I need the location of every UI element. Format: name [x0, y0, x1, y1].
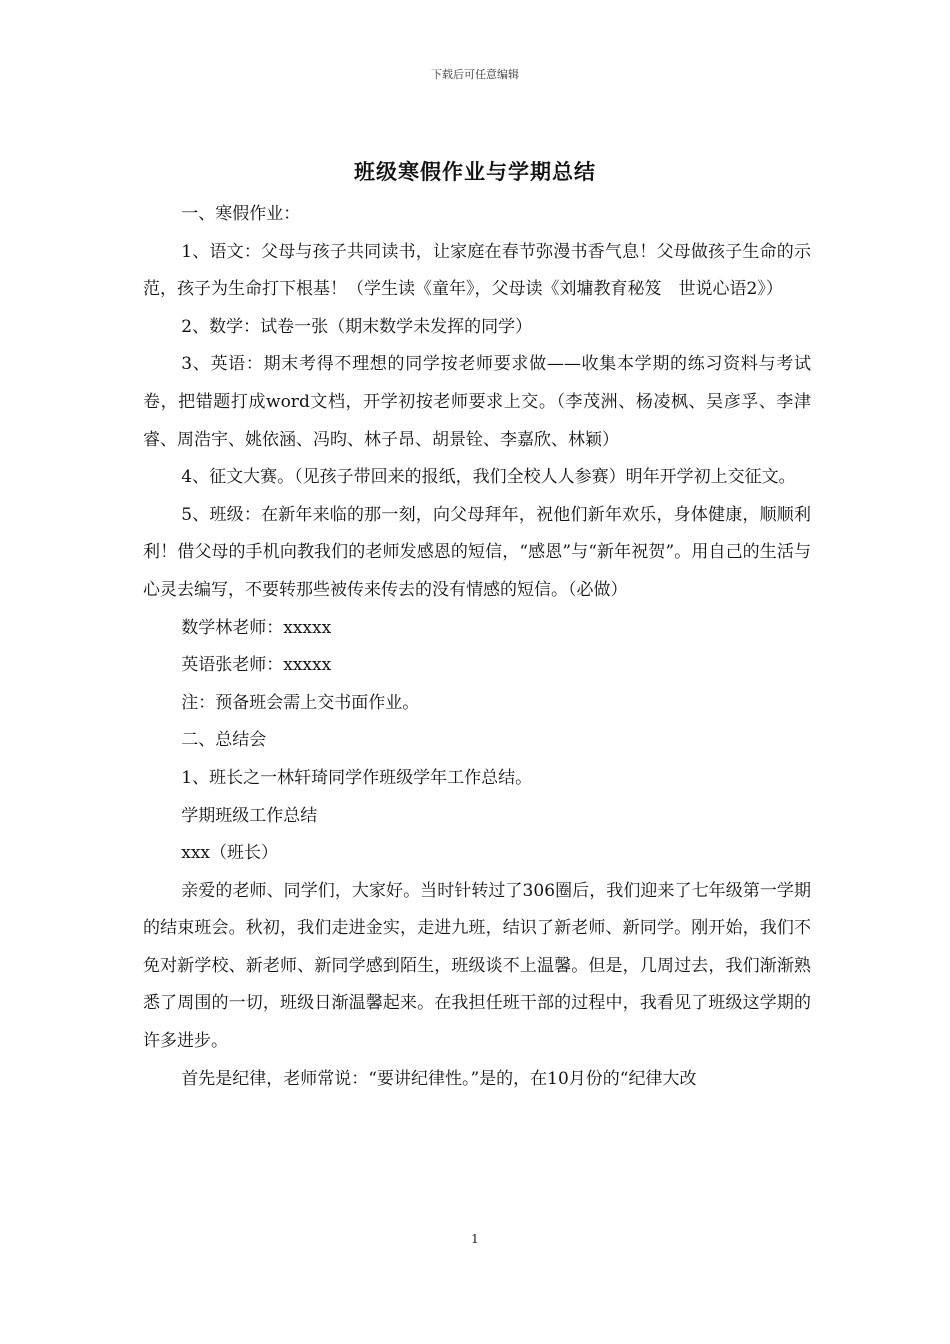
- document-body: [143, 196, 811, 1098]
- paragraph: 亲爱的老师、同学们，大家好。当时针转过了306圈后，我们迎来了七年级第一学期的结束班会。秋初，我们走进金实，走进九班，结识了新老师、新同学。刚开始，我们不免对新学校、新老师、新同学感到陌生，班级谈不上温馨。但是，几周过去，我们渐渐熟悉了周围的一切，班级日渐温馨起来。在我担任班干部的过程中，我看见了班级这学期的许多进步。: [143, 880, 811, 1052]
- paragraph: 1、语文：父母与孩子共同读书，让家庭在春节弥漫书香气息！父母做孩子生命的示范，孩子为生命打下根基！（学生读《童年》，父母读《刘墉教育秘笈 世说心语2》）: [143, 241, 811, 300]
- page-number: 1: [471, 1232, 479, 1246]
- paragraph: 二、总结会: [181, 730, 267, 751]
- paragraph: 数学林老师：xxxxx: [181, 617, 332, 638]
- paragraph: 4、征文大赛。（见孩子带回来的报纸，我们全校人人参赛）明年开学初上交征文。: [181, 467, 796, 488]
- paragraph: 注：预备班会需上交书面作业。: [181, 692, 420, 713]
- paragraph: 学期班级工作总结: [181, 805, 318, 826]
- paragraph: 首先是纪律，老师常说：“要讲纪律性。”是的，在10月份的“纪律大改: [181, 1068, 697, 1089]
- document-title: 班级寒假作业与学期总结: [354, 160, 596, 184]
- paragraph: 一、寒假作业：: [181, 204, 301, 224]
- header-note: 下载后可任意编辑: [431, 68, 519, 81]
- paragraph: 1、班长之一林轩琦同学作班级学年工作总结。: [181, 767, 533, 788]
- paragraph: 3、英语：期末考得不理想的同学按老师要求做——收集本学期的练习资料与考试卷，把错题打成word文档，开学初按老师要求上交。（李茂洲、杨凌枫、吴彦孚、李津睿、周浩宇、姚依涵、冯昀、林子昂、胡景铨、李嘉欣、林颖）: [143, 354, 811, 450]
- paragraph: 英语张老师：xxxxx: [181, 655, 332, 676]
- paragraph: 5、班级：在新年来临的那一刻，向父母拜年，祝他们新年欢乐，身体健康，顺顺利利！借父母的手机向教我们的老师发感恩的短信，“感恩”与“新年祝贺”。用自己的生活与心灵去编写，不要转那些被传来传去的没有情感的短信。（必做）: [143, 504, 811, 600]
- paragraph: xxx（班长）: [181, 843, 279, 864]
- paragraph: 2、数学：试卷一张（期末数学未发挥的同学）: [181, 316, 533, 337]
